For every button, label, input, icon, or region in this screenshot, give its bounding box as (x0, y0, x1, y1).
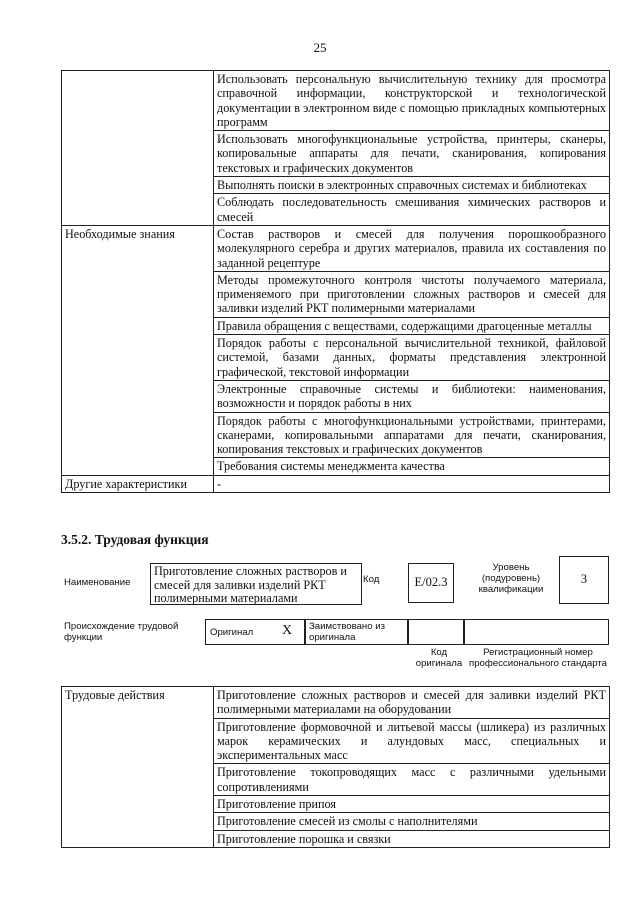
name-label: Наименование (64, 577, 131, 588)
original-code-cell (408, 619, 464, 645)
registration-number-cell (464, 619, 609, 645)
borrowed-label: Заимствовано из оригинала (309, 621, 385, 643)
row-content: Приготовление смесей из смолы с наполнителями (214, 813, 610, 830)
row-label-knowledge: Необходимые знания (62, 225, 214, 475)
level-label: Уровень (подуровень) квалификации (478, 562, 544, 595)
row-content: Состав растворов и смесей для получения порошкообразного молекулярного серебра и других материалов, правила их составления по заданной рецептуре (214, 225, 610, 271)
original-cell (205, 619, 305, 645)
table-row (62, 687, 610, 719)
row-content: Порядок работы с персональной вычислительной техникой, файловой системой, базами данных, форматы представления электронной графической, текстовой информации (214, 335, 610, 381)
table-row (62, 71, 610, 131)
original-label: Оригинал (210, 627, 254, 638)
row-content: Методы промежуточного контроля чистоты получаемого материала, применяемого при приготовлении сложных растворов и смесей для заливки изделий РКТ полимерными материалами (214, 271, 610, 317)
row-label-other: Другие характеристики (62, 475, 214, 492)
code-label: Код (363, 574, 380, 585)
code-original-caption: Код оригинала (415, 647, 463, 669)
row-content: Правила обращения с веществами, содержащими драгоценные металлы (214, 317, 610, 334)
row-label (62, 71, 214, 226)
row-content: Электронные справочные системы и библиотеки: наименования, возможности и порядок работы в них (214, 380, 610, 412)
row-content: Приготовление припоя (214, 796, 610, 813)
original-mark: X (282, 623, 293, 638)
table-row (62, 225, 610, 271)
row-content: Приготовление токопроводящих масс с различными удельными сопротивлениями (214, 764, 610, 796)
row-content: Использовать многофункциональные устройства, принтеры, сканеры, копировальные аппараты для печати, сканирования, копирования текстовых и графических документов (214, 131, 610, 177)
level-value-box: 3 (559, 556, 609, 604)
row-content: Приготовление формовочной и литьевой массы (шликера) из различных марок керамических и алундовых масс, специальных и экспериментальных масс (214, 718, 610, 764)
row-content: Использовать персональную вычислительную технику для просмотра справочной информации, конструкторской и технологической документации в электронном виде с помощью прикладных компьютерных программ (214, 71, 610, 131)
row-content: Выполнять поиски в электронных справочных системах и библиотеках (214, 177, 610, 194)
reg-number-caption: Регистрационный номер профессионального стандарта (469, 647, 607, 669)
row-content: Приготовление порошка и связки (214, 830, 610, 847)
origin-label: Происхождение трудовой функции (64, 621, 179, 643)
row-content: Требования системы менеджмента качества (214, 458, 610, 475)
row-content: Приготовление сложных растворов и смесей для заливки изделий РКТ полимерными материалами на оборудовании (214, 687, 610, 719)
section-heading: 3.5.2. Трудовая функция (61, 532, 209, 547)
borrowed-cell (305, 619, 408, 645)
table-row (62, 475, 610, 492)
labor-actions-table (61, 686, 610, 848)
function-name-box: Приготовление сложных растворов и смесей для заливки изделий РКТ полимерными материалами (150, 563, 362, 605)
code-value-box: E/02.3 (408, 563, 454, 603)
row-content: - (214, 475, 610, 492)
row-content: Порядок работы с многофункциональными устройствами, принтерами, сканерами, копировальными аппаратами для печати, сканирования, копирования текстовых и графических документов (214, 412, 610, 458)
competency-table (61, 70, 610, 493)
row-label-actions: Трудовые действия (62, 687, 214, 848)
row-content: Соблюдать последовательность смешивания химических растворов и смесей (214, 194, 610, 226)
page-number: 25 (313, 40, 327, 55)
